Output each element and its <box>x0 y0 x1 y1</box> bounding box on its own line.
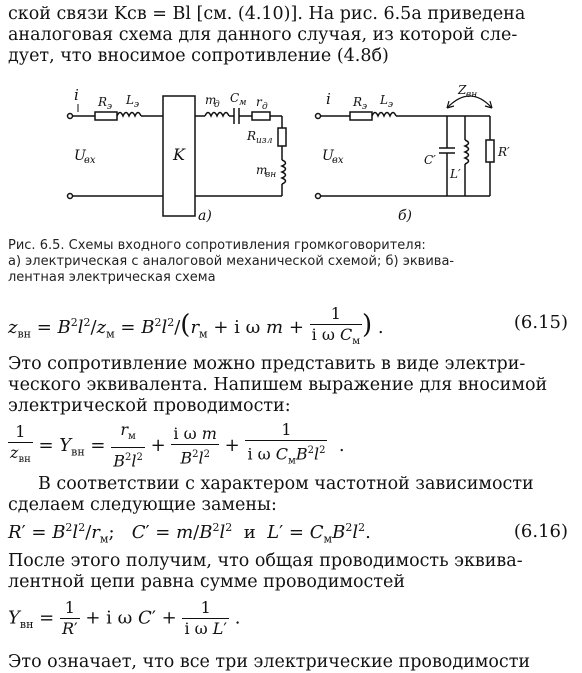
text-line: Это означает, что все три электрические проводимости <box>8 652 531 672</box>
label-u-sub-b: вх <box>332 155 344 166</box>
equation-number: (6.15) <box>513 312 568 333</box>
label-r3-sub-b: э <box>362 102 368 112</box>
label-k: K <box>173 145 185 164</box>
label-z-sub: вн <box>466 90 478 100</box>
figure-caption-line: лентная электрическая схема <box>8 270 216 285</box>
text-line: После этого получим, что общая проводимость эквива- <box>8 551 523 571</box>
eq-conjunction: и <box>243 522 256 543</box>
label-r3-sub-a: э <box>107 102 113 112</box>
text-line: электрической проводимости: <box>8 396 291 416</box>
admittance-equation: $\frac{1}{z_{вн}}$ = $Y_{вн}$ = $\frac{r_м}{B^2l^2}$ + $\frac{\text{i ω m}}{B^2l^2}$ + $\frac{1}{i \omega C_мB^2l^2}$ . <box>10 420 345 471</box>
label-u-a: U <box>74 148 86 164</box>
equation-number: (6.16) <box>513 521 568 542</box>
label-m-sub-a: д <box>214 100 220 110</box>
label-u-sub-a: вх <box>84 155 96 166</box>
equation-6-15: $z_{вн} = B^2l^2/z_м = B^2l^2/(r_м + i$ ω m + $\frac{1}{i \omega C_м}$ ) . <box>8 304 384 348</box>
label-m-a: m <box>205 93 217 107</box>
figure-caption-line: а) электрическая с аналоговой механической схемой; б) эквива- <box>8 254 455 269</box>
label-r3-a: R <box>98 95 108 109</box>
tag-b: б) <box>398 208 413 224</box>
label-i-a: i <box>74 86 79 104</box>
label-l3-sub-a: э <box>134 100 140 110</box>
circuit-figure <box>0 78 582 238</box>
text-line: дует, что вносимое сопротивление (4.8б) <box>8 46 389 66</box>
label-l3-sub-b: э <box>388 100 394 110</box>
text-line: Это сопротивление можно представить в виде электри- <box>8 354 526 374</box>
total-admittance-equation: $Y_{вн}$ = $\frac{1}{R'}$ + i ω C′ + $\frac{1}{\text{i ω L′}}$ . <box>8 598 241 638</box>
label-z: Z <box>458 83 467 97</box>
label-r-b: R′ <box>498 145 510 159</box>
label-mvn-sub: вн <box>265 170 277 180</box>
label-r3-b: R <box>353 95 363 109</box>
text-line: ской связи Kсв = Bl [см. (4.10)]. На рис. 6.5а приведена <box>8 4 526 24</box>
label-mvn: m <box>256 163 268 177</box>
tag-a: а) <box>198 208 212 224</box>
label-rizl: R <box>247 129 257 143</box>
figure-caption-line: Рис. 6.5. Схемы входного сопротивления громкоговорителя: <box>8 238 426 253</box>
equation-6-16: $R' = B^2l^2/r_м$; $C' = m/B^2l^2$ и $L' = C_мB^2l^2$. <box>8 521 371 546</box>
label-c-sub-a: м <box>239 98 247 108</box>
text-line: В соответствии с характером частотной зависимости <box>38 474 534 494</box>
label-c-a: C <box>230 91 240 105</box>
label-c-b: C′ <box>424 153 436 167</box>
label-l3-b: L <box>380 93 388 107</box>
label-i-b: i <box>326 90 331 108</box>
eq-separator: ; <box>108 522 115 543</box>
label-u-b: U <box>322 148 334 164</box>
label-l-b: L′ <box>450 167 461 181</box>
label-r-a: r <box>256 95 262 109</box>
label-l3-a: L <box>126 93 134 107</box>
text-line: сделаем следующие замены: <box>8 495 277 515</box>
label-r-sub-a: д <box>262 102 268 112</box>
label-rizl-sub: изл <box>256 136 273 146</box>
text-line: лентной цепи равна сумме проводимостей <box>8 572 406 592</box>
text-line: ческого эквивалента. Напишем выражение для вносимой <box>8 375 548 395</box>
text-line: аналоговая схема для данного случая, из которой сле- <box>8 25 518 45</box>
circuit-b <box>316 96 495 199</box>
